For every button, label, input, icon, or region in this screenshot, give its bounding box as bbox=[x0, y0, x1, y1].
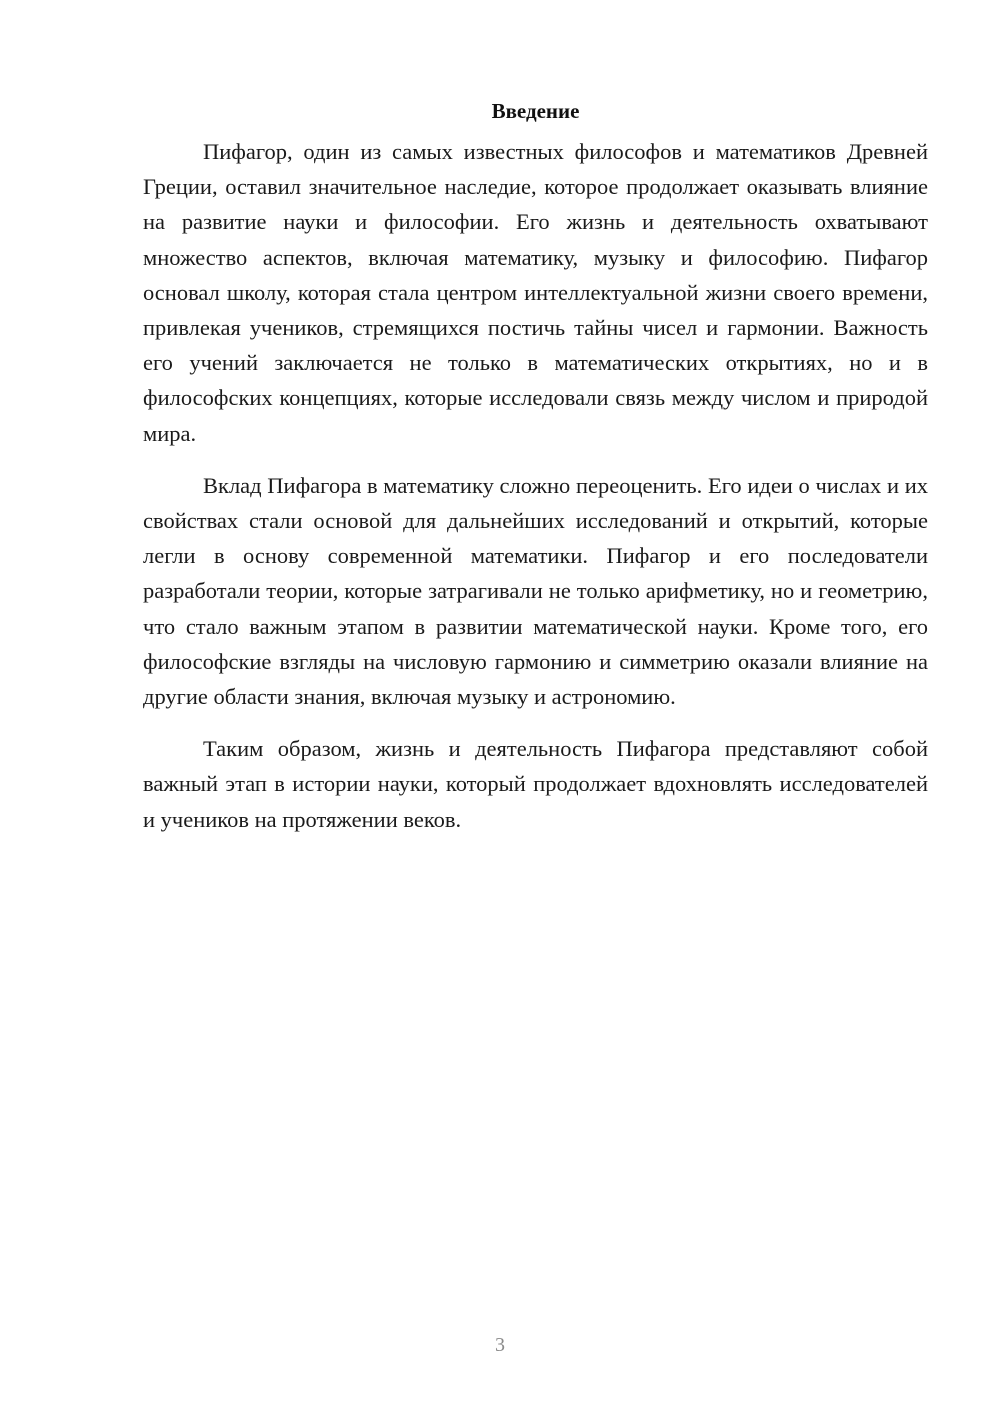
paragraph-contribution: Вклад Пифагора в математику сложно переоценить. Его идеи о числах и их свойствах стали основой для дальнейших исследований и открытий, которые легли в основу современной математики. Пифагор и его последователи разработали теории, которые затрагивали не только арифметику, но и геометрию, что стало важным этапом в развитии математической науки. Кроме того, его философские взгляды на числовую гармонию и симметрию оказали влияние на другие области знания, включая музыку и астрономию. bbox=[143, 472, 928, 710]
paragraph-conclusion: Таким образом, жизнь и деятельность Пифагора представляют собой важный этап в истории науки, который продолжает вдохновлять исследователей и учеников на протяжении веков. bbox=[143, 736, 928, 832]
page-content bbox=[143, 96, 928, 854]
page-number: 3 bbox=[495, 1334, 505, 1356]
paragraph-intro: Пифагор, один из самых известных философов и математиков Древней Греции, оставил значительное наследие, которое продолжает оказывать влияние на развитие науки и философии. Его жизнь и деятельность охватывают множество аспектов, включая математику, музыку и философию. Пифагор основал школу, которая стала центром интеллектуальной жизни своего времени, привлекая учеников, стремящихся постичь тайны чисел и гармонии. Важность его учений заключается не только в математических открытиях, но и в философских концепциях, которые исследовали связь между числом и природой мира. bbox=[143, 139, 928, 446]
section-heading: Введение bbox=[491, 99, 580, 123]
